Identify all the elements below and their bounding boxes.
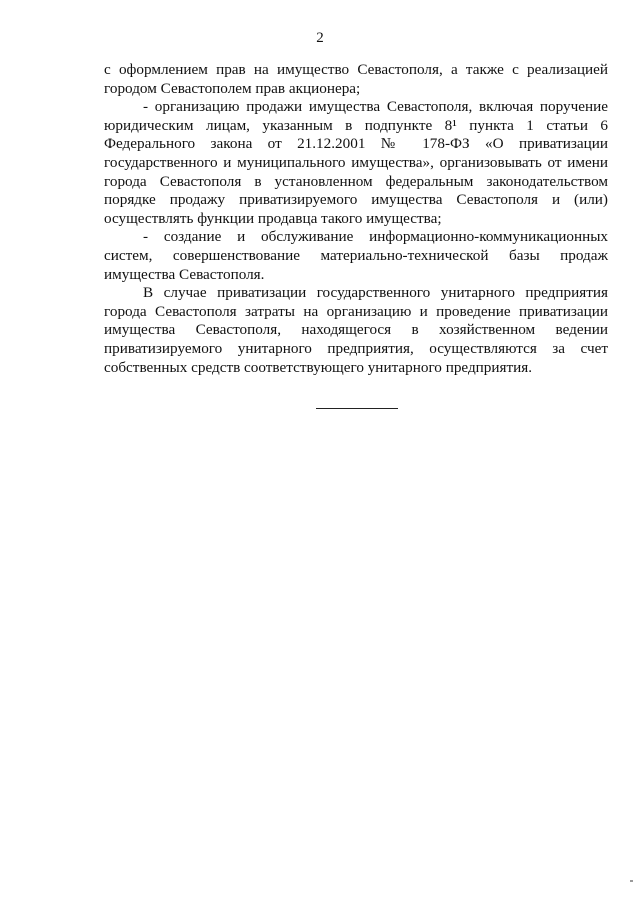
scan-speck	[630, 880, 633, 882]
paragraph-continuation: с оформлением прав на имущество Севастополя, а также с реализацией городом Севастополем прав акционера;	[104, 61, 608, 97]
page-number: 2	[316, 30, 324, 46]
end-of-text-rule	[316, 408, 398, 409]
document-body	[104, 61, 608, 377]
paragraph-list-item-systems: - создание и обслуживание информационно-коммуникационных систем, совершенствование материально-технической базы продаж имущества Севастополя.	[104, 228, 608, 283]
paragraph-list-item-sale-organization: - организацию продажи имущества Севастополя, включая поручение юридическим лицам, указанным в подпункте 8¹ пункта 1 статьи 6 Федерального закона от 21.12.2001 № 178-ФЗ «О приватизации государственного и муниципального имущества», организовывать от имени города Севастополя в установленном федеральным законодательством порядке продажу приватизируемого имущества Севастополя и (или) осуществлять функции продавца такого имущества;	[104, 98, 608, 227]
paragraph-unitary-enterprise-costs: В случае приватизации государственного унитарного предприятия города Севастополя затраты на организацию и проведение приватизации имущества Севастополя, находящегося в хозяйственном ведении приватизируемого унитарного предприятия, осуществляются за счет собственных средств соответствующего унитарного предприятия.	[104, 284, 608, 376]
